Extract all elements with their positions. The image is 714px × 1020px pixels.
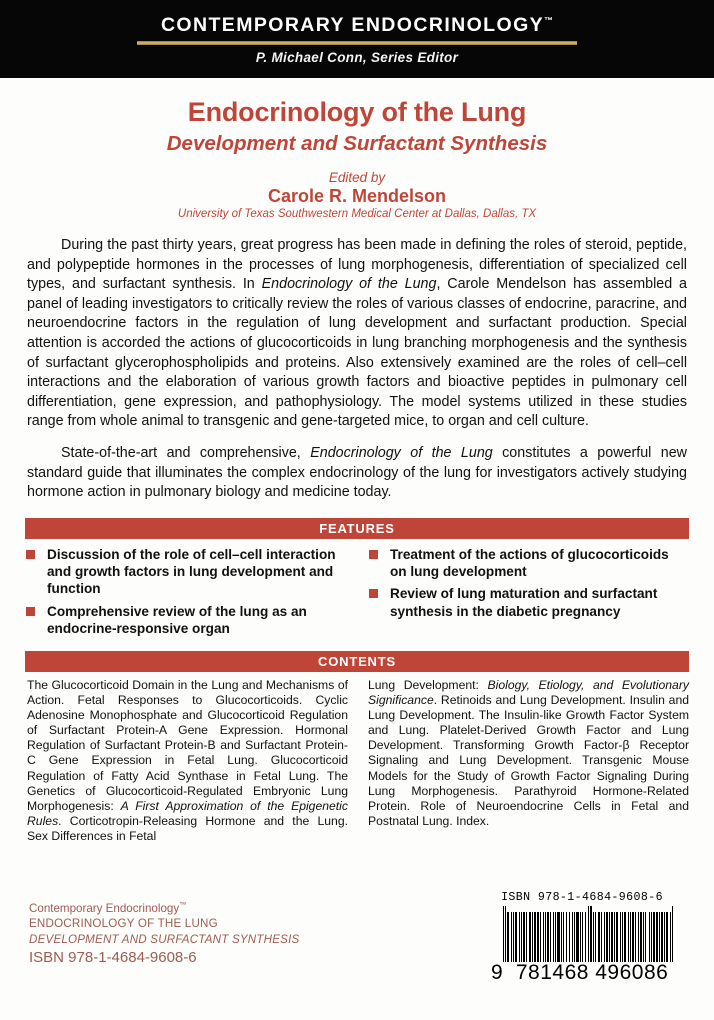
list-item (25, 546, 346, 598)
footer-series-text: Contemporary Endocrinology (29, 901, 180, 915)
feature-text: Treatment of the actions of glucocorticoids on lung development (390, 547, 669, 580)
gold-divider-rule (137, 41, 577, 45)
blurb1-pre: During the past thirty years, great progress has been made in defining the roles of steroid, peptide, and polypeptide hormones in the processes of lung morphogenesis, differentiation of specialized cell types, and surfactant synthesis. In (27, 237, 687, 293)
contents-section-header: CONTENTS (25, 651, 689, 672)
description-paragraph-1 (27, 236, 687, 432)
contents-italic-segment: Biology, Etiology, and Evolutionary Significance (368, 678, 689, 708)
blurb2-italic-title: Endocrinology of the Lung (310, 445, 493, 461)
footer-subtitle-line: DEVELOPMENT AND SURFACTANT SYNTHESIS (29, 932, 300, 946)
barcode (489, 891, 675, 985)
barcode-bars (503, 906, 675, 962)
trademark-symbol: ™ (544, 15, 554, 26)
square-bullet-icon (26, 550, 35, 559)
footer-isbn: ISBN 978-1-4684-9608-6 (29, 949, 197, 967)
features-list (25, 546, 689, 642)
blurb1-post: , Carole Mendelson has assembled a panel of leading investigators to critically review the roles of various classes of endocrine, paracrine, and neuroendocrine factors in the regulation of lung development and surfactant production. Special attention is accorded the actions of glucocorticoids in lung branching morphogenesis and the synthesis of surfactant glycerophospholipids and proteins. Also extensively examined are the roles of cell–cell interactions and the elaboration of various growth factors and bioactive peptides in pulmonary cell differentiation, gene expression, and pathophysiology. The model systems utilized in these studies range from whole animal to transgenic and gene-targeted mice, to organ and cell culture. (27, 276, 687, 430)
contents-list (27, 678, 689, 844)
contents-segment: . Retinoids and Lung Development. Insulin and Lung Development. The Insulin-like Growth Factor System and Lung. Platelet-Derived Growth Factor and Lung Development. Transforming Growth Factor-β Receptor Signaling and Lung Development. Transgenic Mouse Models for the Study of Growth Factor Signaling During Lung Morphogenesis. Parathyroid Hormone-Related Protein. Role of Neuroendocrine Cells in Fetal and Postnatal Lung. Index. (368, 693, 689, 828)
footer-trademark-symbol: ™ (179, 900, 187, 909)
edited-by-label: Edited by (328, 170, 386, 185)
series-title-text: CONTEMPORARY ENDOCRINOLOGY (160, 14, 545, 36)
contents-segment: The Glucocorticoid Domain in the Lung and Mechanisms of Action. Fetal Responses to Glucocorticoids. Cyclic Adenosine Monophosphate and Glucocorticoid Regulation of Surfactant Protein-A Gene Expression. Hormonal Regulation of Surfactant Protein-B and Surfactant Protein-C Gene Expression in Fetal Lung. Glucocorticoid Regulation of Fatty Acid Synthase in Fetal Lung. The Genetics of Glucocorticoid-Regulated Embryonic Lung Morphogenesis: (27, 678, 348, 813)
page-title: Endocrinology of the Lung (187, 97, 527, 127)
features-section-header: FEATURES (25, 518, 689, 539)
series-band (0, 0, 714, 78)
barcode-digits: 9 781468 496086 (491, 961, 669, 984)
feature-text: Comprehensive review of the lung as an endocrine-responsive organ (47, 603, 307, 636)
contents-segment: . Corticotropin-Releasing Hormone and the Lung. Sex Differences in Fetal (27, 813, 348, 843)
series-editor: P. Michael Conn, Series Editor (255, 50, 459, 65)
square-bullet-icon (369, 589, 378, 598)
series-title (0, 14, 714, 37)
editor-affiliation: University of Texas Southwestern Medical Center at Dallas, Dallas, TX (177, 208, 537, 220)
feature-text: Review of lung maturation and surfactant synthesis in the diabetic pregnancy (390, 586, 658, 619)
contents-column-right (368, 678, 689, 844)
feature-text: Discussion of the role of cell–cell interaction and growth factors in lung development and function (47, 547, 336, 597)
features-column-left (25, 546, 346, 642)
features-column-right (368, 546, 689, 642)
list-item (368, 585, 689, 619)
square-bullet-icon (369, 550, 378, 559)
blurb2-pre: State-of-the-art and comprehensive, (61, 445, 311, 461)
contents-column-left (27, 678, 348, 844)
list-item (25, 603, 346, 637)
description-paragraph-2 (27, 444, 687, 503)
description-paragraph-2-text (27, 444, 687, 503)
contents-segment: Lung Development: (368, 678, 488, 692)
contents-italic-segment: A First Approximation of the Epigenetic Rules (27, 798, 348, 828)
editor-name: Carole R. Mendelson (267, 186, 447, 206)
footer-title-line: ENDOCRINOLOGY OF THE LUNG (29, 917, 218, 931)
barcode-bar (673, 906, 674, 962)
footer-series-line (29, 897, 299, 916)
square-bullet-icon (26, 607, 35, 616)
barcode-isbn-label: ISBN 978-1-4684-9608-6 (501, 891, 663, 904)
description-paragraph-1-text (27, 236, 687, 432)
footer-imprint (29, 897, 299, 968)
blurb1-italic-title: Endocrinology of the Lung (261, 276, 437, 293)
page-subtitle: Development and Surfactant Synthesis (166, 132, 548, 155)
blurb2-post: constitutes a powerful new standard guide that illuminates the complex endocrinology of the lung for investigators actively studying hormone action in pulmonary biology and medicine today. (27, 445, 687, 501)
list-item (368, 546, 689, 580)
